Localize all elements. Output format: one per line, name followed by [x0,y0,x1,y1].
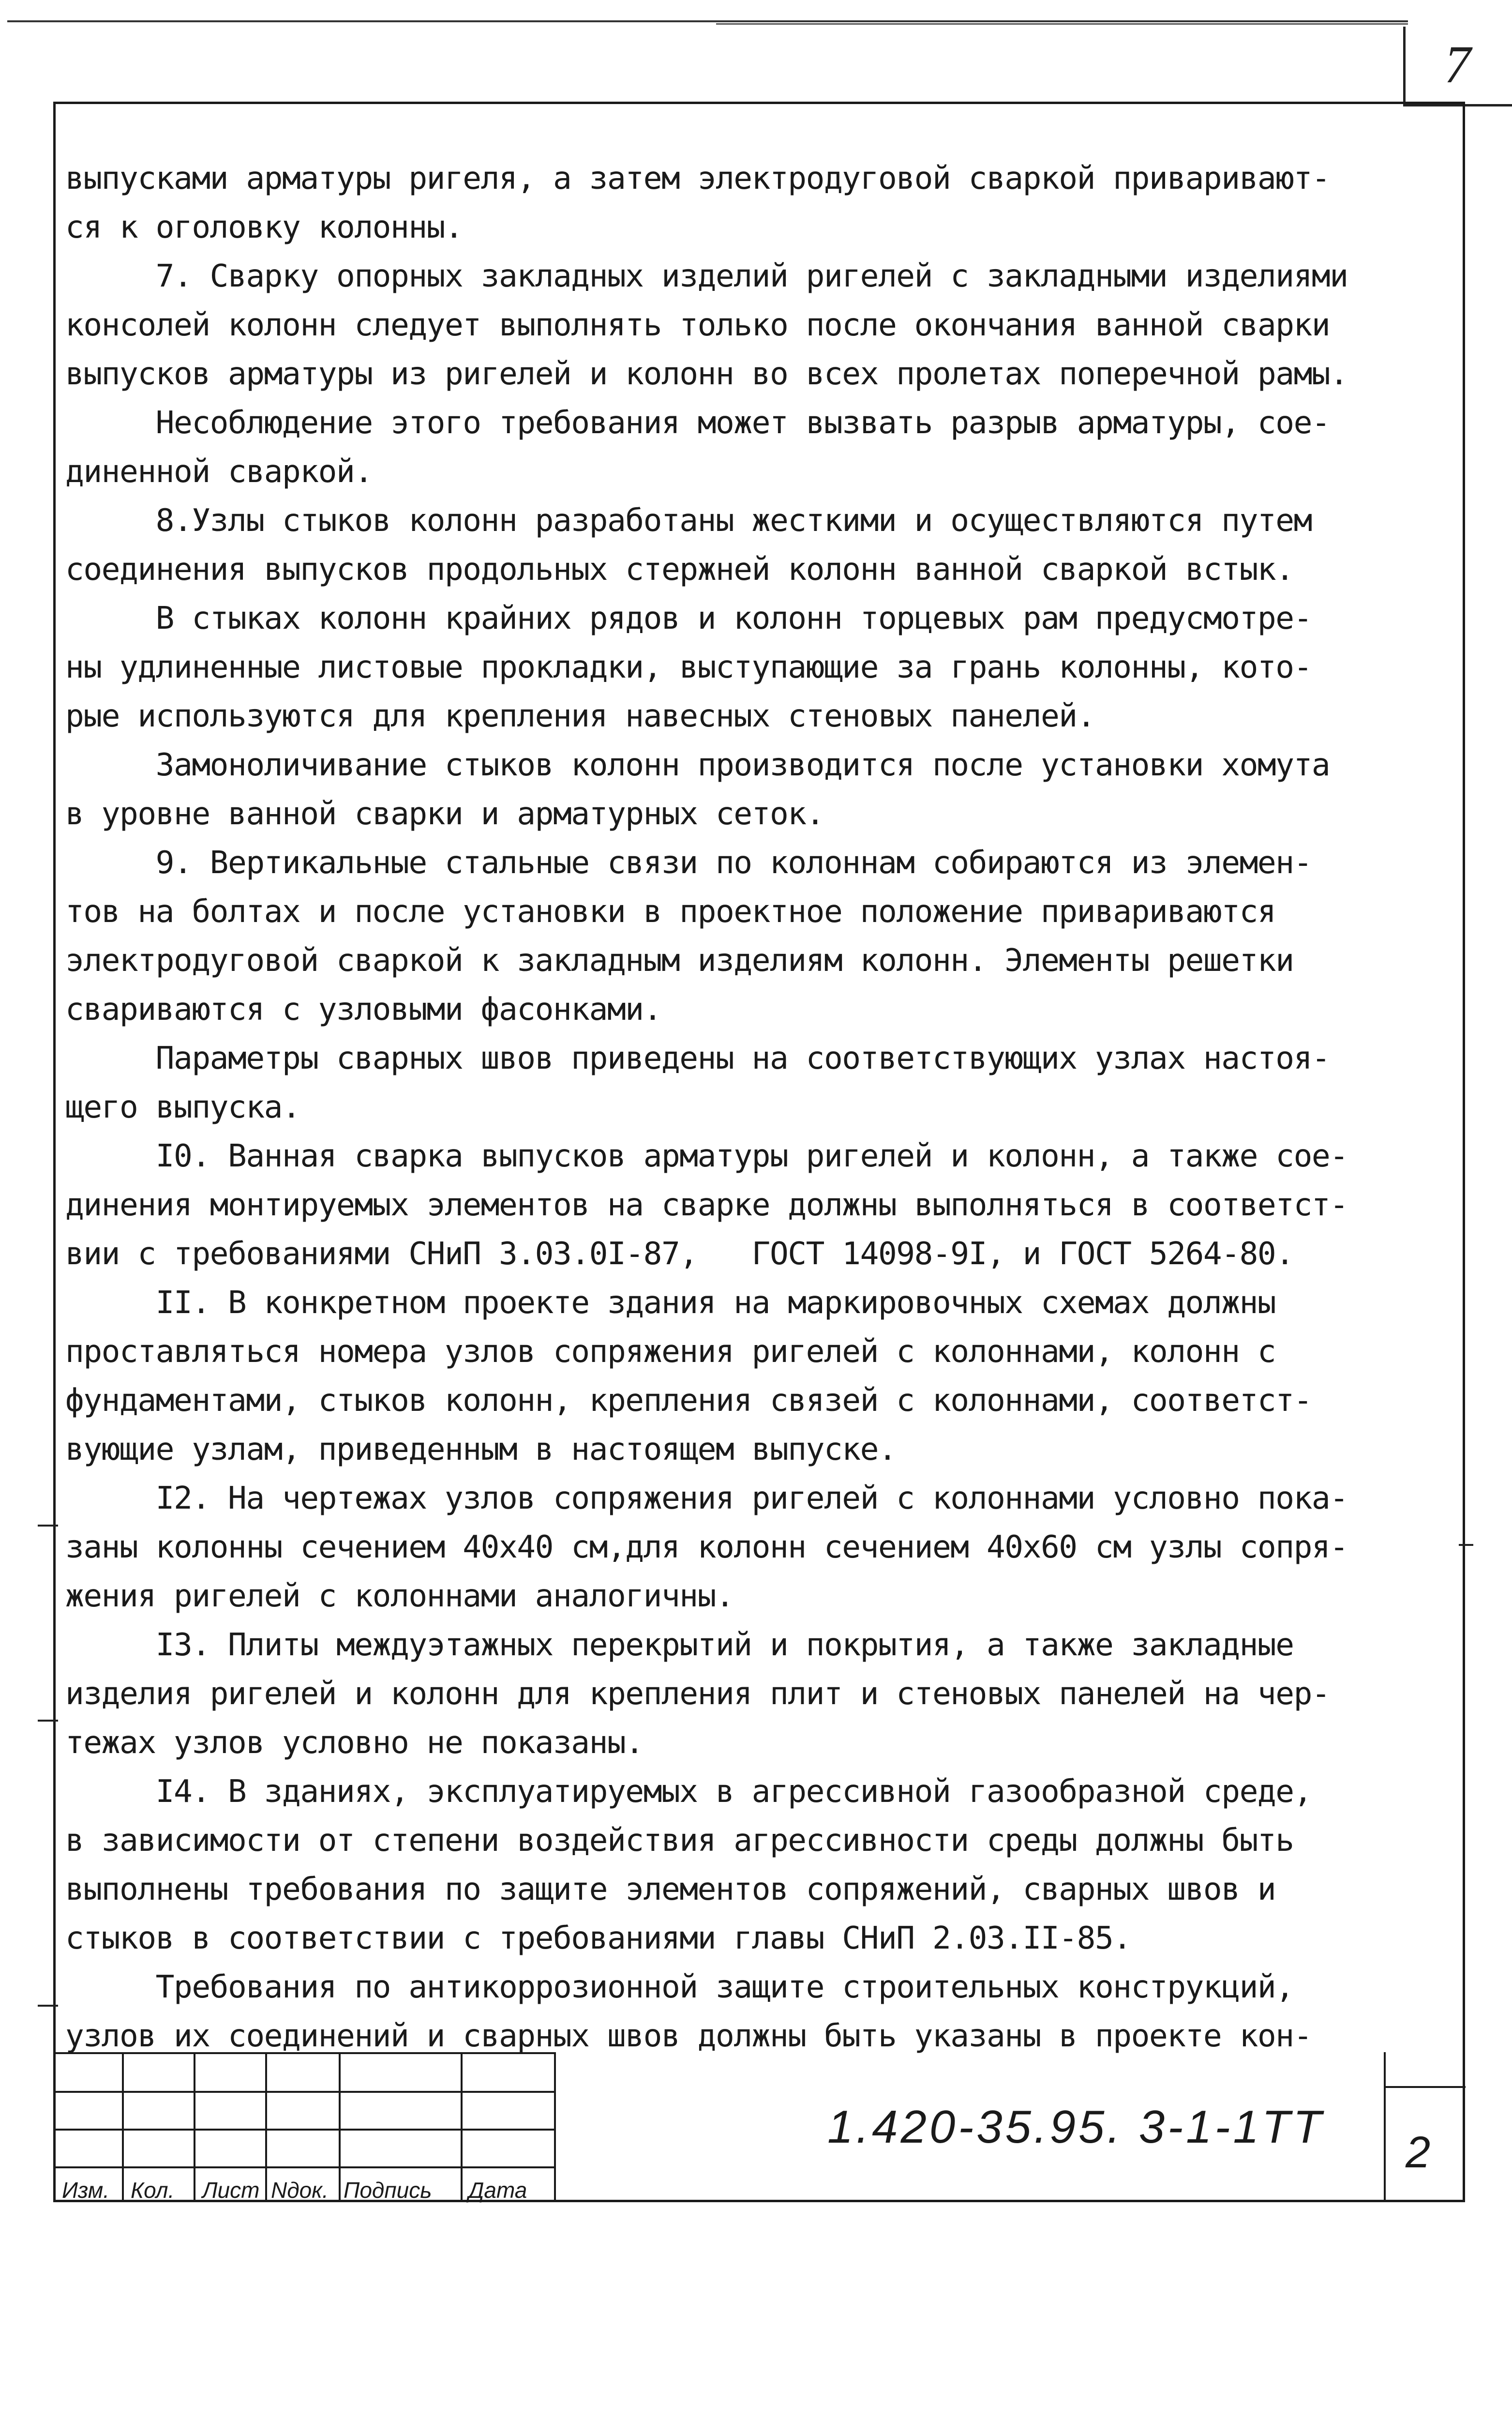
text-line: проставляться номера узлов сопряжения ригелей с колоннами, колонн с [65,1333,1276,1370]
text-line: заны колонны сечением 40x40 см,для колонн сечением 40x60 см узлы сопря- [65,1529,1348,1565]
text-line: ны удлиненные листовые прокладки, выступающие за грань колонны, кото- [65,649,1312,685]
text-line: в зависимости от степени воздействия агрессивности среды должны быть [65,1822,1294,1859]
title-block-label-izm: Изм. [62,2178,110,2203]
text-line: свариваются с узловыми фасонками. [65,991,661,1028]
text-line: фундаментами, стыков колонн, крепления связей с колоннами, соответст- [65,1382,1312,1419]
text-line: Параметры сварных швов приведены на соответствующих узлах настоя- [65,1040,1330,1076]
text-line: выполнены требования по защите элементов сопряжений, сварных швов и [65,1871,1276,1907]
text-line: I4. В зданиях, эксплуатируемых в агрессивной газообразной среде, [65,1773,1312,1810]
text-line: Требования по антикоррозионной защите строительных конструкций, [65,1969,1294,2005]
title-block-label-ndok: Nдок. [271,2178,329,2203]
title-block-grid [53,2052,554,2202]
text-line: вующие узлам, приведенным в настоящем выпуске. [65,1431,897,1467]
top-border-line-secondary [716,23,1408,25]
text-line: стыков в соответствии с требованиями главы СНиП 2.03.II-85. [65,1920,1131,1956]
text-line: тежах узлов условно не показаны. [65,1724,644,1761]
text-line: I2. На чертежах узлов сопряжения ригелей с колоннами условно пока- [65,1480,1348,1516]
title-block-label-data: Дата [468,2178,527,2203]
text-line: в уровне ванной сварки и арматурных сеток. [65,796,824,832]
text-line: 7. Сварку опорных закладных изделий ригелей с закладными изделиями [65,258,1348,294]
top-border-line [7,20,1408,22]
text-line: узлов их соединений и сварных швов должны быть указаны в проекте кон- [65,2018,1312,2054]
text-line: жения ригелей с колоннами аналогичны. [65,1578,734,1614]
text-line: изделия ригелей и колонн для крепления плит и стеновых панелей на чер- [65,1676,1330,1712]
sheet-number: 2 [1406,2128,1431,2177]
text-line: II. В конкретном проекте здания на маркировочных схемах должны [65,1285,1276,1321]
text-line: динения монтируемых элементов на сварке должны выполняться в соответст- [65,1187,1348,1223]
text-line: В стыках колонн крайних рядов и колонн торцевых рам предусмотре- [65,600,1312,636]
text-line: 8.Узлы стыков колонн разработаны жесткими и осуществляются путем [65,502,1312,539]
margin-tick [1459,1544,1473,1546]
text-line: Несоблюдение этого требования может вызвать разрыв арматуры, сое- [65,405,1330,441]
title-block-label-list: Лист [202,2178,260,2203]
text-line: рые используются для крепления навесных стеновых панелей. [65,698,1095,734]
text-line: I3. Плиты междуэтажных перекрытий и покрытия, а также закладные [65,1627,1294,1663]
text-line: щего выпуска. [65,1089,300,1125]
page-number: 7 [1444,35,1471,94]
text-line: диненной сваркой. [65,454,373,490]
text-line: выпусков арматуры из ригелей и колонн во всех пролетах поперечной рамы. [65,356,1348,392]
text-line: соединения выпусков продольных стержней колонн ванной сваркой встык. [65,551,1294,588]
text-line: консолей колонн следует выполнять только после окончания ванной сварки [65,307,1330,343]
margin-tick [38,2005,58,2007]
text-line: вии с требованиями СНиП 3.03.0I-87, ГОСТ 14098-9I, и ГОСТ 5264-80. [65,1236,1294,1272]
text-line: I0. Ванная сварка выпусков арматуры ригелей и колонн, а также сое- [65,1138,1348,1174]
title-block-label-kol: Кол. [131,2178,175,2203]
title-block-label-podpis: Подпись [344,2178,432,2203]
text-line: Замоноличивание стыков колонн производится после установки хомута [65,747,1330,783]
text-line: выпусками арматуры ригеля, а затем электродуговой сваркой приваривают- [65,160,1330,197]
document-code: 1.420-35.95. 3-1-1ТТ [827,2101,1325,2153]
text-line: ся к оголовку колонны. [65,209,463,245]
text-line: 9. Вертикальные стальные связи по колоннам собираются из элемен- [65,845,1312,881]
document-body-text [65,154,1459,2060]
text-line: тов на болтах и после установки в проектное положение привариваются [65,893,1276,930]
margin-tick [38,1720,58,1722]
margin-tick [38,1525,58,1527]
text-line: электродуговой сваркой к закладным изделиям колонн. Элементы решетки [65,942,1294,979]
